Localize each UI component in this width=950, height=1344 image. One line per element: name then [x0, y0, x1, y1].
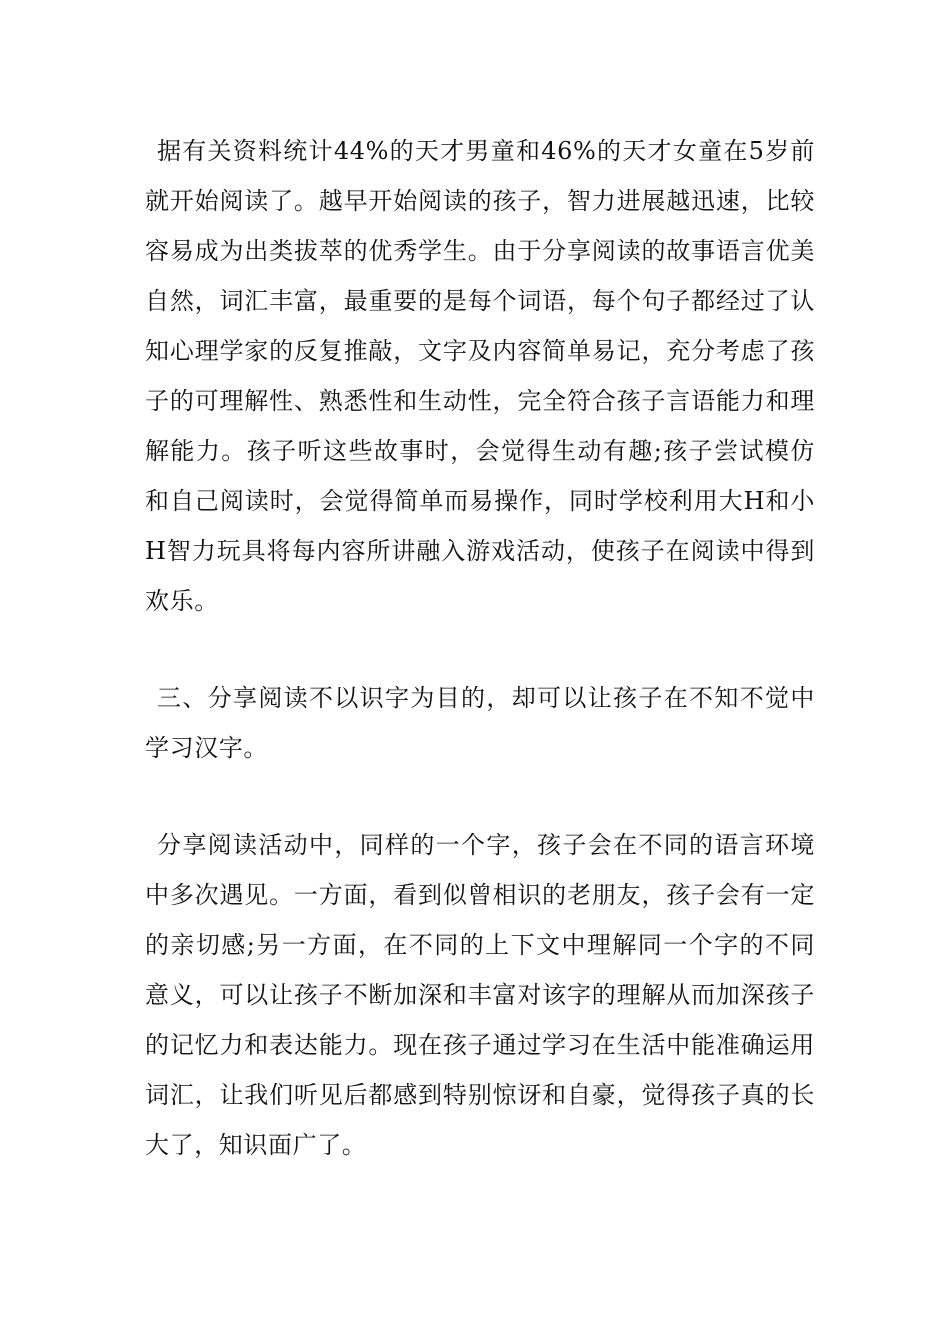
body-paragraph-reading-statistics: 据有关资料统计44%的天才男童和46%的天才女童在5岁前就开始阅读了。越早开始阅读的孩子，智力进展越迅速，比较容易成为出类拔萃的优秀学生。由于分享阅读的故事语言优美自然，词汇丰富，最重要的是每个词语，每个句子都经过了认知心理学家的反复推敲，文字及内容简单易记，充分考虑了孩子的可理解性、熟悉性和生动性，完全符合孩子言语能力和理解能力。孩子听这些故事时，会觉得生动有趣;孩子尝试模仿和自己阅读时，会觉得简单而易操作，同时学校利用大H和小H智力玩具将每内容所讲融入游戏活动，使孩子在阅读中得到欢乐。 [145, 137, 815, 615]
body-paragraph-character-learning: 分享阅读活动中，同样的一个字，孩子会在不同的语言环境中多次遇见。一方面，看到似曾相识的老朋友，孩子会有一定的亲切感;另一方面，在不同的上下文中理解同一个字的不同意义，可以让孩子不断加深和丰富对该字的理解从而加深孩子的记忆力和表达能力。现在孩子通过学习在生活中能准确运用词汇，让我们听见后都感到特别惊讶和自豪，觉得孩子真的长大了，知识面广了。 [145, 831, 815, 1159]
section-heading-three: 三、分享阅读不以识字为目的，却可以让孩子在不知不觉中学习汉字。 [145, 684, 815, 762]
